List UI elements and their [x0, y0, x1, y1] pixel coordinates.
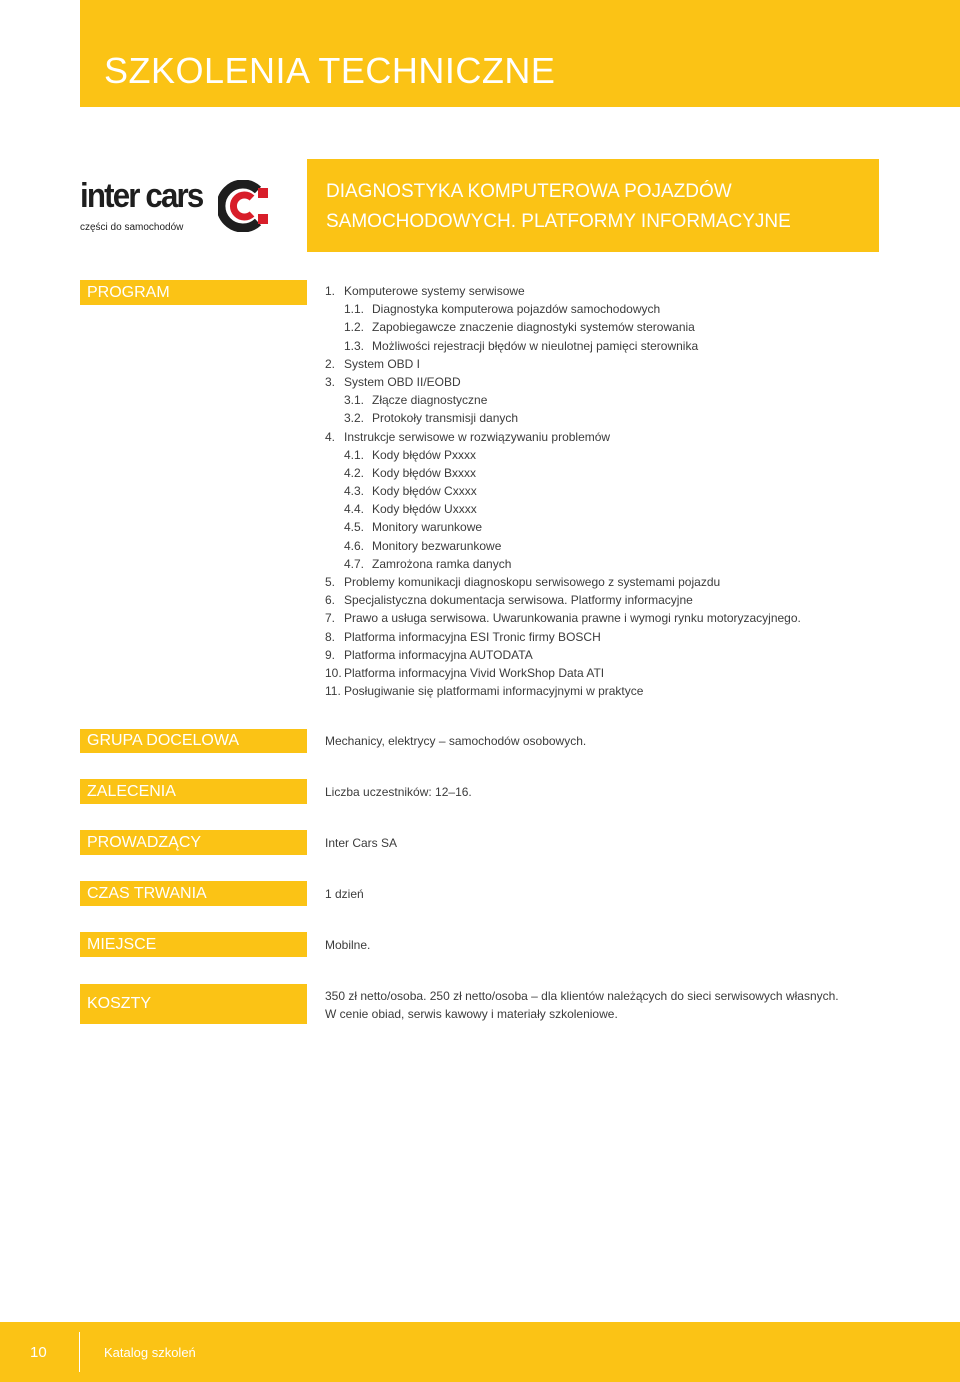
program-item-number: 1.1.	[344, 302, 365, 317]
footer-divider	[79, 1332, 80, 1372]
program-item-number: 9.	[325, 647, 336, 662]
program-item	[325, 466, 801, 484]
program-item-text: Prawo a usługa serwisowa. Uwarunkowania prawne i wymogi rynku motoryzacyjnego.	[344, 611, 801, 626]
costs-value-line1: 350 zł netto/osoba. 250 zł netto/osoba – dla klientów należących do sieci serwisowych własnych.	[325, 989, 839, 1003]
program-item-text: Protokoły transmisji danych	[372, 411, 519, 426]
course-title-line2: SAMOCHODOWYCH. PLATFORMY INFORMACYJNE	[326, 211, 791, 232]
program-item-number: 8.	[325, 629, 336, 644]
recommendations-label: ZALECENIA	[80, 779, 307, 804]
costs-label: KOSZTY	[80, 984, 307, 1024]
program-item-text: Diagnostyka komputerowa pojazdów samochodowych	[372, 302, 661, 317]
program-item-text: Platforma informacyjna ESI Tronic firmy BOSCH	[344, 629, 601, 644]
program-item-number: 4.1.	[344, 447, 365, 462]
program-item	[325, 520, 801, 538]
footer-bar	[0, 1322, 960, 1382]
program-item-text: Komputerowe systemy serwisowe	[344, 284, 525, 298]
instructor-label: PROWADZĄCY	[80, 830, 307, 855]
program-item	[325, 611, 801, 629]
logo-tagline: części do samochodów	[80, 222, 184, 233]
duration-value: 1 dzień	[325, 887, 364, 901]
costs-value-line2: W cenie obiad, serwis kawowy i materiały szkoleniowe.	[325, 1007, 618, 1021]
program-item-text: Zapobiegawcze znaczenie diagnostyki systemów sterowania	[372, 320, 695, 335]
program-item-text: Problemy komunikacji diagnoskopu serwisowego z systemami pojazdu	[344, 575, 721, 589]
program-item	[325, 575, 801, 593]
program-item-number: 1.	[325, 284, 336, 298]
program-item-text: Kody błędów Cxxxx	[372, 484, 477, 499]
program-item-text: System OBD II/EOBD	[344, 374, 461, 389]
recommendations-value: Liczba uczestników: 12–16.	[325, 785, 472, 799]
program-item-number: 4.6.	[344, 538, 365, 553]
program-item	[325, 484, 801, 502]
program-item-number: 5.	[325, 575, 336, 589]
program-item-number: 4.5.	[344, 520, 365, 535]
program-item	[325, 302, 801, 320]
program-item-text: Zamrożona ramka danych	[372, 556, 512, 571]
program-item	[325, 502, 801, 520]
program-item-number: 4.3.	[344, 484, 365, 499]
course-title-line1: DIAGNOSTYKA KOMPUTEROWA POJAZDÓW	[326, 181, 732, 202]
program-item	[325, 339, 801, 357]
program-item-text: Posługiwanie się platformami informacyjnymi w praktyce	[344, 684, 644, 699]
program-list	[325, 284, 801, 702]
target-group-value: Mechanicy, elektrycy – samochodów osobowych.	[325, 734, 587, 748]
page-title: SZKOLENIA TECHNICZNE	[104, 50, 556, 91]
program-item-number: 4.4.	[344, 502, 365, 517]
program-item	[325, 448, 801, 466]
program-item	[325, 430, 801, 448]
header-bar	[80, 0, 960, 107]
location-label: MIEJSCE	[80, 932, 307, 957]
program-item-number: 6.	[325, 593, 336, 608]
program-item	[325, 593, 801, 611]
inter-cars-logo	[80, 178, 280, 238]
instructor-value: Inter Cars SA	[325, 836, 398, 850]
program-item-number: 3.1.	[344, 393, 365, 408]
program-item-number: 7.	[325, 611, 336, 626]
program-item	[325, 539, 801, 557]
program-item-text: Monitory warunkowe	[372, 520, 483, 535]
program-item	[325, 411, 801, 429]
program-item-number: 3.	[325, 374, 336, 389]
target-group-label: GRUPA DOCELOWA	[80, 729, 307, 753]
program-item	[325, 320, 801, 338]
program-item	[325, 630, 801, 648]
program-item-number: 4.2.	[344, 465, 365, 480]
footer-catalog-label: Katalog szkoleń	[104, 1345, 196, 1360]
program-item-text: Platforma informacyjna AUTODATA	[344, 647, 533, 662]
program-item-number: 1.2.	[344, 320, 365, 335]
program-item-number: 2.	[325, 356, 336, 371]
program-item-text: Instrukcje serwisowe w rozwiązywaniu problemów	[344, 429, 611, 444]
program-item-text: Kody błędów Pxxxx	[372, 447, 477, 462]
program-item-text: Kody błędów Uxxxx	[372, 502, 477, 517]
program-item-text: Kody błędów Bxxxx	[372, 465, 477, 480]
program-item	[325, 557, 801, 575]
program-item	[325, 375, 801, 393]
program-item-text: Możliwości rejestracji błędów w nieulotnej pamięci sterownika	[372, 338, 699, 353]
page-number: 10	[30, 1344, 47, 1361]
program-item	[325, 393, 801, 411]
program-item-number: 10.	[325, 665, 342, 680]
program-item	[325, 357, 801, 375]
duration-label: CZAS TRWANIA	[80, 881, 307, 906]
program-item-number: 4.7.	[344, 556, 365, 571]
program-item-text: Złącze diagnostyczne	[372, 393, 488, 408]
logo-mark-icon	[218, 180, 270, 232]
program-item-text: Specjalistyczna dokumentacja serwisowa. Platformy informacyjne	[344, 593, 693, 608]
program-item-text: Monitory bezwarunkowe	[372, 538, 502, 553]
program-label: PROGRAM	[80, 280, 307, 305]
program-item	[325, 684, 801, 702]
program-item-text: Platforma informacyjna Vivid WorkShop Data ATI	[344, 665, 605, 680]
program-item-number: 11.	[325, 684, 341, 699]
program-item-number: 3.2.	[344, 411, 365, 426]
program-item-text: System OBD I	[344, 356, 421, 371]
program-item	[325, 284, 801, 302]
course-title-box	[307, 159, 879, 252]
logo-wordmark: inter cars	[80, 177, 203, 215]
program-item	[325, 648, 801, 666]
location-value: Mobilne.	[325, 938, 371, 952]
program-item-number: 1.3.	[344, 338, 365, 353]
program-item-number: 4.	[325, 429, 336, 444]
program-item	[325, 666, 801, 684]
